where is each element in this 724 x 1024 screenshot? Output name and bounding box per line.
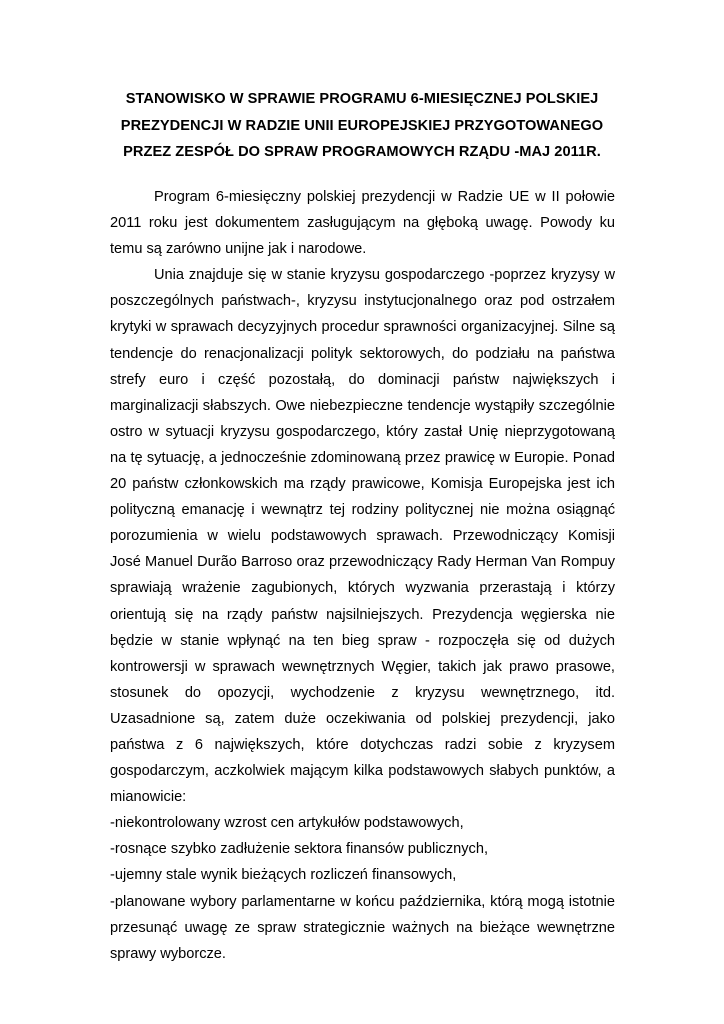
title-line: PREZYDENCJI W RADZIE UNII EUROPEJSKIEJ PRZYGOTOWANEGO	[120, 117, 604, 134]
paragraph-crisis	[110, 262, 615, 810]
list-item: -rosnące szybko zadłużenie sektora finansów publicznych,	[110, 841, 489, 858]
text-line: 20 państw członkowskich ma rządy prawicowe, Komisja Europejska jest ich	[110, 476, 615, 493]
paragraph-intro	[110, 184, 615, 262]
text-line: porozumienia w wielu podstawowych sprawach. Przewodniczący Komisji	[110, 528, 615, 545]
document-body	[110, 184, 615, 967]
weakness-list	[110, 810, 615, 967]
text-line: stosunek do opozycji, wychodzenie z kryzysu wewnętrznego, itd.	[110, 684, 615, 701]
list-item: -niekontrolowany wzrost cen artykułów podstawowych,	[110, 815, 464, 832]
text-line: gospodarczym, aczkolwiek mającym kilka podstawowych słabych punktów, a	[110, 763, 615, 780]
text-line: 2011 roku jest dokumentem zasługującym na głęboką uwagę. Powody ku	[110, 215, 615, 232]
text-line: sprawiają wrażenie zagubionych, których wyzwania przerastają i którzy	[110, 580, 615, 597]
text-line: temu są zarówno unijne jak i narodowe.	[110, 241, 367, 258]
text-line: -planowane wybory parlamentarne w końcu października, którą mogą istotnie	[110, 893, 615, 910]
list-item	[110, 889, 615, 967]
text-line: państwa z 6 największych, które dotychczas radzi sobie z kryzysem	[110, 736, 615, 753]
text-line: strefy euro i część pozostałą, do dominacji państw największych i	[110, 371, 615, 388]
text-line: tendencje do renacjonalizacji polityk sektorowych, do podziału na państwa	[110, 345, 615, 362]
text-line: mianowicie:	[110, 789, 187, 806]
text-line: będzie w stanie wpłynąć na ten bieg spraw - rozpoczęła się od dużych	[110, 632, 615, 649]
text-line: Uzasadnione są, zatem duże oczekiwania od polskiej prezydencji, jako	[110, 710, 615, 727]
text-line: José Manuel Durão Barroso oraz przewodniczący Rady Herman Van Rompuy	[110, 554, 615, 571]
title-line: PRZEZ ZESPÓŁ DO SPRAW PROGRAMOWYCH RZĄDU -MAJ 2011R.	[123, 144, 601, 160]
text-line: Program 6-miesięczny polskiej prezydencji w Radzie UE w II połowie	[154, 189, 615, 205]
text-line: poszczególnych państwach-, kryzysu instytucjonalnego oraz pod ostrzałem	[110, 293, 615, 310]
text-line: kontrowersji w sprawach wewnętrznych Węgier, takich jak prawo prasowe,	[110, 658, 615, 675]
text-line: przesunąć uwagę ze spraw strategicznie ważnych na bieżące wewnętrzne	[110, 919, 615, 936]
text-line: krytyki w sprawach decyzyjnych procedur sprawności organizacyjnej. Silne są	[110, 319, 615, 336]
text-line: ostro w sytuacji kryzysu gospodarczego, który zastał Unię nieprzygotowaną	[110, 423, 615, 440]
document-title	[110, 86, 614, 166]
text-line: orientują się na rządy państw najsilniejszych. Prezydencja węgierska nie	[110, 606, 615, 623]
text-line: sprawy wyborcze.	[110, 945, 226, 962]
title-line: STANOWISKO W SPRAWIE PROGRAMU 6-MIESIĘCZNEJ POLSKIEJ	[125, 91, 599, 107]
list-item: -ujemny stale wynik bieżących rozliczeń finansowych,	[110, 867, 457, 884]
text-line: Unia znajduje się w stanie kryzysu gospodarczego -poprzez kryzysy w	[154, 267, 615, 284]
text-line: marginalizacji słabszych. Owe niebezpieczne tendencje wystąpiły szczególnie	[110, 397, 615, 414]
text-line: polityczną emanację i wewnątrz tej rodziny politycznej nie można osiągnąć	[110, 502, 615, 519]
text-line: na tę sytuację, a jednocześnie zdominowaną przez prawicę w Europie. Ponad	[110, 449, 615, 466]
